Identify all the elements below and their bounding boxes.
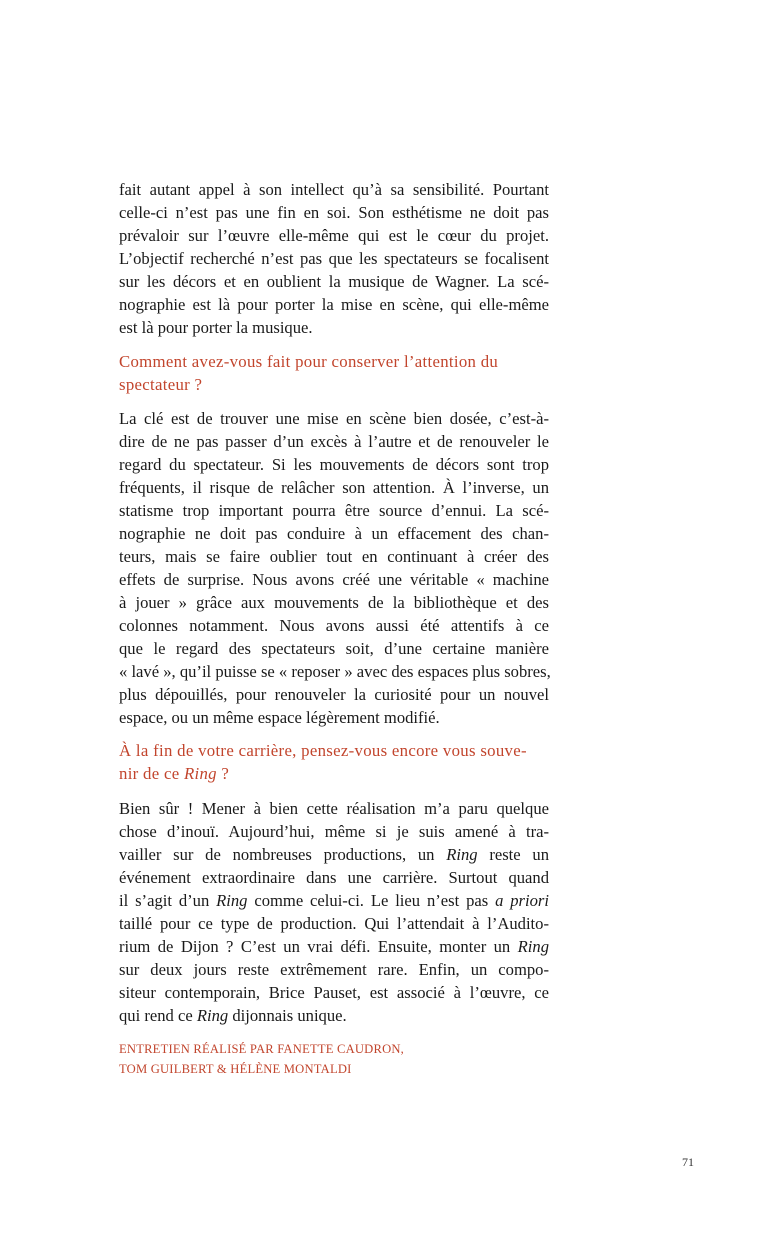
text-line xyxy=(119,1004,549,1027)
text-run: dijonnais unique. xyxy=(228,1006,347,1025)
question-line: À la fin de votre carrière, pensez-vous encore vous souve- xyxy=(119,741,527,760)
interview-answer-2 xyxy=(119,797,549,1027)
interview-question-1 xyxy=(119,350,549,396)
credits-line: ENTRETIEN RÉALISÉ PAR FANETTE CAUDRON, xyxy=(119,1042,405,1056)
text-run: vailler sur de nombreuses productions, un xyxy=(119,845,447,864)
italic-title: Ring xyxy=(196,1006,229,1025)
italic-title: Ring xyxy=(517,937,549,956)
text-line: taillé pour ce type de production. Qui l’attendait à l’Audito- xyxy=(119,914,549,933)
text-line: est là pour porter la musique. xyxy=(119,318,313,337)
text-line: La clé est de trouver une mise en scène bien dosée, c’est-à- xyxy=(119,409,549,428)
italic-title: Ring xyxy=(446,845,478,864)
text-run: il s’agit d’un xyxy=(119,891,217,910)
text-line: prévaloir sur l’œuvre elle-même qui est le cœur du projet. xyxy=(119,226,549,245)
text-line: nographie est là pour porter la mise en scène, qui elle-même xyxy=(119,295,549,314)
text-line: fréquents, il risque de relâcher son attention. À l’inverse, un xyxy=(119,478,549,497)
text-line: teurs, mais se faire oublier tout en continuant à créer des xyxy=(119,547,549,566)
text-run: rium de Dijon ? C’est un vrai défi. Ensuite, monter un xyxy=(119,937,518,956)
credits-line: TOM GUILBERT & HÉLÈNE MONTALDI xyxy=(119,1062,352,1076)
text-line: plus dépouillés, pour renouveler la curiosité pour un nouvel xyxy=(119,685,549,704)
text-line: sur deux jours reste extrêmement rare. Enfin, un compo- xyxy=(119,960,549,979)
text-line: dire de ne pas passer d’un excès à l’autre et de renouveler le xyxy=(119,432,549,451)
question-text: nir de ce xyxy=(119,764,184,783)
text-line: sur les décors et en oublient la musique de Wagner. La scé- xyxy=(119,272,549,291)
text-line xyxy=(119,935,549,958)
text-line: à jouer » grâce aux mouvements de la bibliothèque et des xyxy=(119,593,549,612)
text-line: celle-ci n’est pas une fin en soi. Son esthétisme ne doit pas xyxy=(119,203,549,222)
text-line: que le regard des spectateurs soit, d’une certaine manière xyxy=(119,639,549,658)
italic-title: Ring xyxy=(216,891,248,910)
text-run: reste un xyxy=(477,845,550,864)
text-line: L’objectif recherché n’est pas que les spectateurs se focalisent xyxy=(119,249,549,268)
text-line: chose d’inouï. Aujourd’hui, même si je suis amené à tra- xyxy=(119,822,549,841)
question-line: spectateur ? xyxy=(119,375,203,394)
italic-phrase: a priori xyxy=(495,891,549,910)
text-line: effets de surprise. Nous avons créé une véritable « machine xyxy=(119,570,549,589)
page-number: 71 xyxy=(682,1155,694,1169)
interview-question-2 xyxy=(119,739,549,785)
text-line: Bien sûr ! Mener à bien cette réalisation m’a paru quelque xyxy=(119,799,549,818)
text-line: fait autant appel à son intellect qu’à sa sensibilité. Pourtant xyxy=(119,180,549,199)
text-line xyxy=(119,843,549,866)
text-line: événement extraordinaire dans une carrière. Surtout quand xyxy=(119,868,549,887)
text-line: regard du spectateur. Si les mouvements de décors sont trop xyxy=(119,455,549,474)
text-line: siteur contemporain, Brice Pauset, est associé à l’œuvre, ce xyxy=(119,983,549,1002)
question-line xyxy=(119,762,549,785)
text-line: colonnes notamment. Nous avons aussi été attentifs à ce xyxy=(119,616,549,635)
text-line: statisme trop important pourra être source d’ennui. La scé- xyxy=(119,501,549,520)
interview-credits xyxy=(119,1039,549,1079)
question-line: Comment avez-vous fait pour conserver l’attention du xyxy=(119,352,499,371)
italic-title: Ring xyxy=(183,764,217,783)
text-run: comme celui-ci. Le lieu n’est pas xyxy=(247,891,496,910)
text-line: nographie ne doit pas conduire à un effacement des chan- xyxy=(119,524,549,543)
text-line: espace, ou un même espace légèrement modifié. xyxy=(119,708,440,727)
text-line xyxy=(119,889,549,912)
question-text: ? xyxy=(216,764,230,783)
intro-paragraph xyxy=(119,178,549,339)
interview-answer-1 xyxy=(119,407,549,729)
article-body xyxy=(119,178,549,1079)
text-run: qui rend ce xyxy=(119,1006,197,1025)
text-line: « lavé », qu’il puisse se « reposer » avec des espaces plus sobres, xyxy=(119,662,551,681)
